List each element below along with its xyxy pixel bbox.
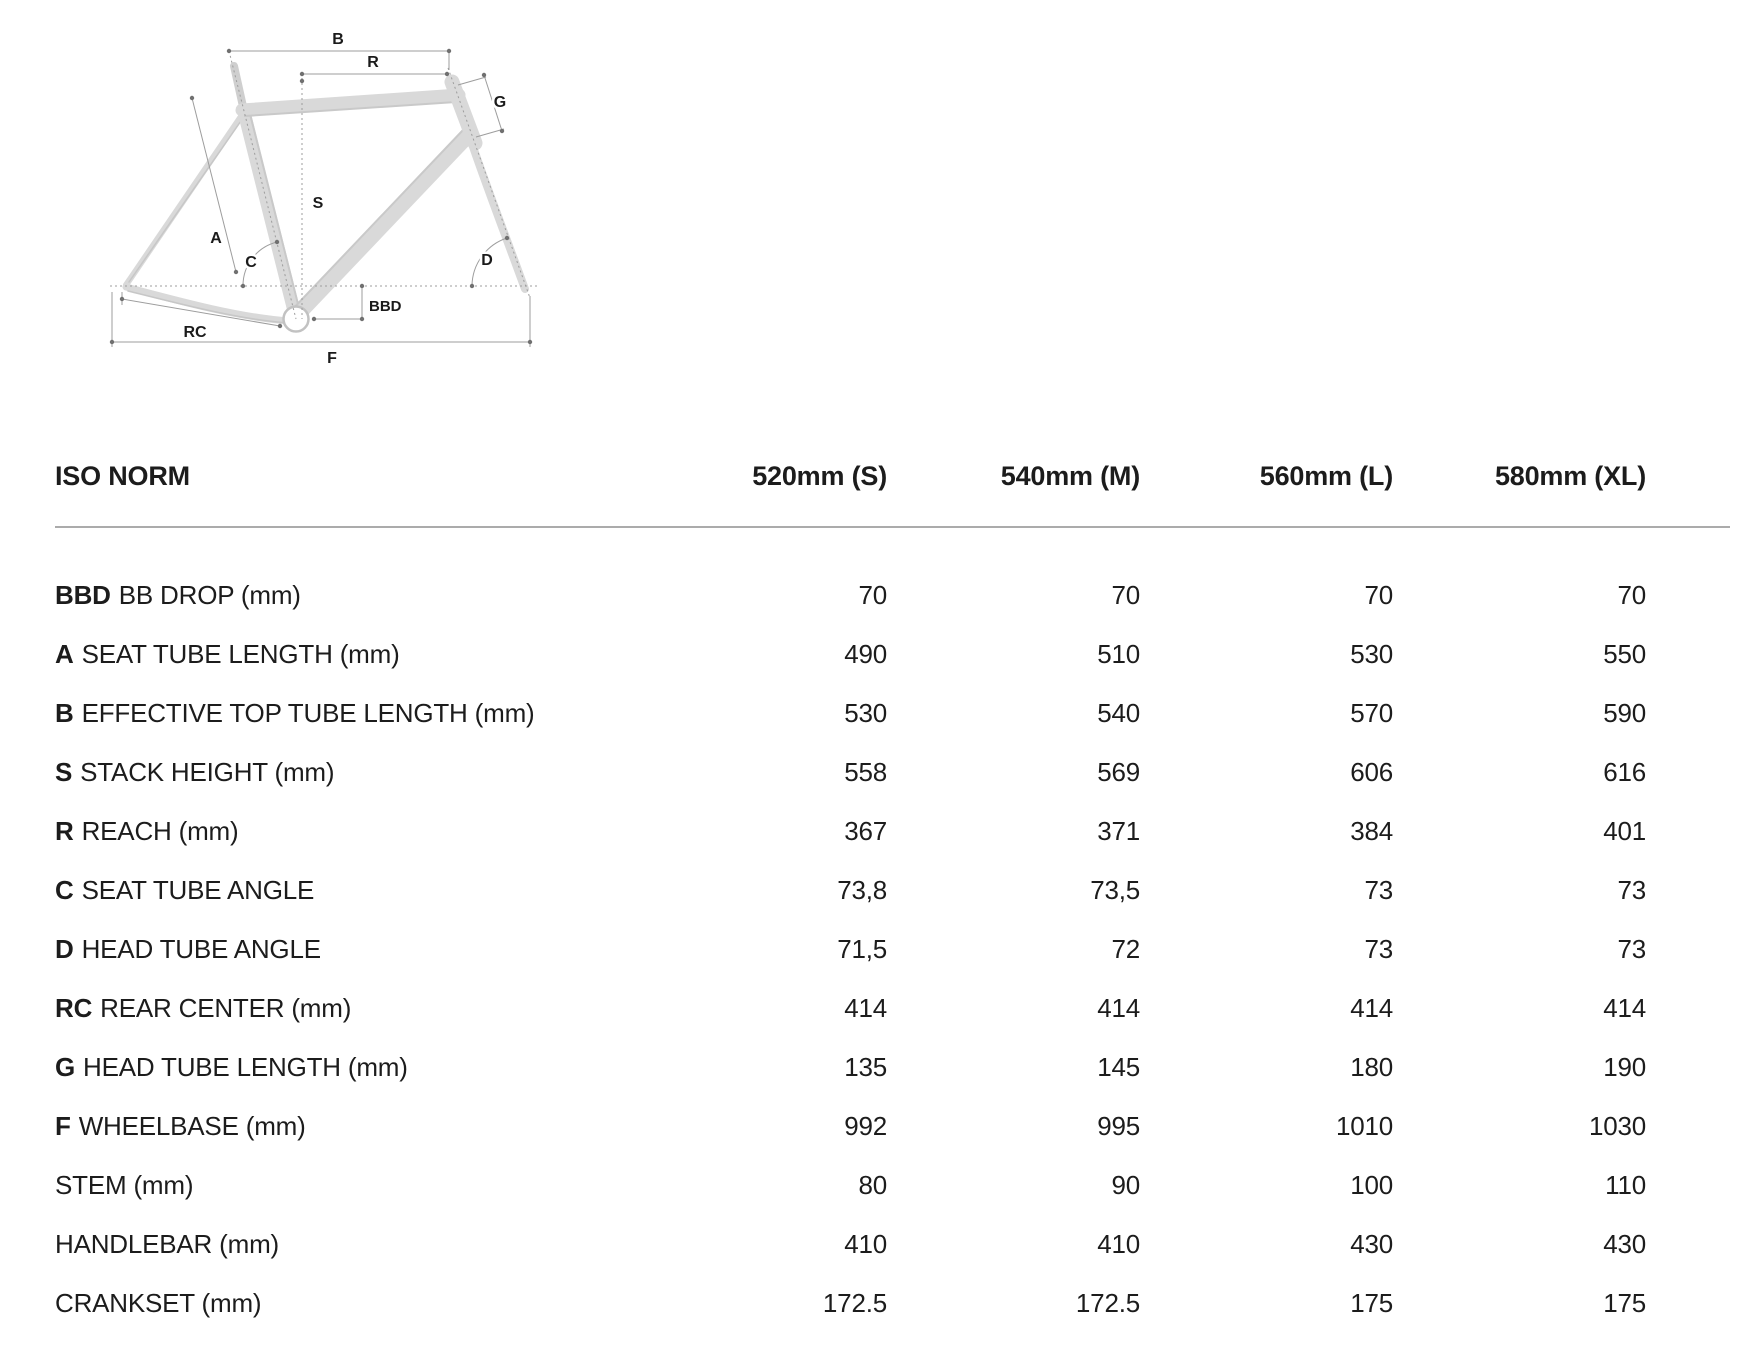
row-label-text: HEAD TUBE ANGLE <box>81 934 321 964</box>
row-label <box>55 875 634 906</box>
dimension-label-d: D <box>481 252 493 269</box>
value-size-xl: 414 <box>1603 993 1646 1023</box>
dimension-label-r: R <box>367 54 379 71</box>
row-label <box>55 1052 634 1083</box>
value-size-l: 100 <box>1350 1170 1393 1200</box>
row-label-prefix: R <box>55 816 74 846</box>
dimension-label-a: A <box>210 230 222 247</box>
value-size-xl: 110 <box>1605 1170 1646 1200</box>
value-size-xl: 175 <box>1603 1288 1646 1318</box>
column-header-size-xl: 580mm (XL) <box>1494 460 1646 491</box>
value-size-m: 70 <box>1111 580 1140 610</box>
value-size-l: 570 <box>1350 698 1393 728</box>
frame-geometry-svg <box>92 6 552 374</box>
frame-silhouette <box>126 66 525 332</box>
value-size-m: 510 <box>1097 639 1140 669</box>
row-label <box>55 993 634 1024</box>
value-size-s: 490 <box>844 639 887 669</box>
dimension-label-rc: RC <box>183 324 207 341</box>
table-row <box>55 1274 1730 1333</box>
table-row <box>55 802 1730 861</box>
row-label <box>55 1170 634 1201</box>
row-label-prefix: BBD <box>55 580 111 610</box>
row-label-prefix: A <box>55 639 74 669</box>
table-row <box>55 1156 1730 1215</box>
row-label-text: HANDLEBAR (mm) <box>55 1229 279 1259</box>
value-size-m: 172.5 <box>1075 1288 1140 1318</box>
value-size-m: 371 <box>1097 816 1140 846</box>
value-size-s: 71,5 <box>837 934 887 964</box>
row-label <box>55 580 634 611</box>
value-size-s: 70 <box>858 580 887 610</box>
value-size-m: 145 <box>1097 1052 1140 1082</box>
value-size-m: 73,5 <box>1090 875 1140 905</box>
column-header-size-s: 520mm (S) <box>752 460 887 491</box>
row-label-text: STACK HEIGHT (mm) <box>80 757 335 787</box>
row-label-prefix: B <box>55 698 74 728</box>
value-size-m: 72 <box>1111 934 1140 964</box>
value-size-xl: 1030 <box>1588 1111 1646 1141</box>
dimension-label-f: F <box>327 350 337 367</box>
row-label-text: STEM (mm) <box>55 1170 194 1200</box>
value-size-s: 410 <box>844 1229 887 1259</box>
row-label-prefix: RC <box>55 993 93 1023</box>
value-size-s: 367 <box>844 816 887 846</box>
row-label <box>55 1111 634 1142</box>
value-size-s: 172.5 <box>822 1288 887 1318</box>
value-size-s: 73,8 <box>837 875 887 905</box>
table-row <box>55 861 1730 920</box>
table-row <box>55 1215 1730 1274</box>
table-row <box>55 566 1730 625</box>
table-row <box>55 920 1730 979</box>
header-divider <box>55 526 1730 528</box>
value-size-l: 73 <box>1364 934 1393 964</box>
value-size-m: 569 <box>1097 757 1140 787</box>
value-size-xl: 70 <box>1617 580 1646 610</box>
column-header-size-m: 540mm (M) <box>1000 460 1140 491</box>
dimension-label-bbd: BBD <box>369 298 402 315</box>
value-size-s: 414 <box>844 993 887 1023</box>
value-size-xl: 73 <box>1617 875 1646 905</box>
row-label-prefix: S <box>55 757 73 787</box>
value-size-l: 430 <box>1350 1229 1393 1259</box>
dimension-label-s: S <box>312 195 324 212</box>
value-size-s: 135 <box>844 1052 887 1082</box>
value-size-m: 540 <box>1097 698 1140 728</box>
row-label <box>55 757 634 788</box>
table-row <box>55 743 1730 802</box>
value-size-l: 530 <box>1350 639 1393 669</box>
row-label-text: CRANKSET (mm) <box>55 1288 262 1318</box>
table-row <box>55 1097 1730 1156</box>
value-size-s: 80 <box>858 1170 887 1200</box>
value-size-xl: 550 <box>1603 639 1646 669</box>
value-size-m: 410 <box>1097 1229 1140 1259</box>
dimension-label-c: C <box>245 254 257 271</box>
value-size-m: 414 <box>1097 993 1140 1023</box>
dimension-label-b: B <box>332 31 344 48</box>
row-label-prefix: F <box>55 1111 71 1141</box>
table-row <box>55 1038 1730 1097</box>
row-label <box>55 1288 634 1319</box>
value-size-xl: 190 <box>1603 1052 1646 1082</box>
row-label-text: HEAD TUBE LENGTH (mm) <box>83 1052 408 1082</box>
value-size-xl: 590 <box>1603 698 1646 728</box>
row-label <box>55 934 634 965</box>
row-label-text: WHEELBASE (mm) <box>78 1111 306 1141</box>
value-size-s: 558 <box>844 757 887 787</box>
row-label-text: EFFECTIVE TOP TUBE LENGTH (mm) <box>81 698 535 728</box>
row-label <box>55 1229 634 1260</box>
row-label-prefix: G <box>55 1052 76 1082</box>
value-size-s: 530 <box>844 698 887 728</box>
value-size-l: 180 <box>1350 1052 1393 1082</box>
frame-geometry-diagram <box>92 6 552 374</box>
row-label <box>55 698 634 729</box>
value-size-xl: 73 <box>1617 934 1646 964</box>
dimension-label-g: G <box>493 94 507 111</box>
value-size-l: 1010 <box>1335 1111 1393 1141</box>
row-label-text: SEAT TUBE ANGLE <box>81 875 315 905</box>
row-label <box>55 816 634 847</box>
value-size-xl: 401 <box>1603 816 1646 846</box>
row-label-prefix: C <box>55 875 74 905</box>
value-size-l: 175 <box>1350 1288 1393 1318</box>
row-label-text: SEAT TUBE LENGTH (mm) <box>81 639 400 669</box>
value-size-m: 995 <box>1097 1111 1140 1141</box>
row-label-text: REACH (mm) <box>81 816 239 846</box>
value-size-s: 992 <box>844 1111 887 1141</box>
row-label-text: REAR CENTER (mm) <box>100 993 352 1023</box>
table-header-title: ISO NORM <box>55 460 190 491</box>
value-size-xl: 430 <box>1603 1229 1646 1259</box>
value-size-l: 414 <box>1350 993 1393 1023</box>
value-size-m: 90 <box>1111 1170 1140 1200</box>
table-row <box>55 625 1730 684</box>
geometry-table <box>55 452 1730 1333</box>
row-label <box>55 639 634 670</box>
table-body <box>55 566 1730 1333</box>
value-size-l: 70 <box>1364 580 1393 610</box>
value-size-l: 73 <box>1364 875 1393 905</box>
value-size-xl: 616 <box>1603 757 1646 787</box>
table-row <box>55 979 1730 1038</box>
column-header-size-l: 560mm (L) <box>1259 460 1393 491</box>
value-size-l: 606 <box>1350 757 1393 787</box>
value-size-l: 384 <box>1350 816 1393 846</box>
row-label-text: BB DROP (mm) <box>118 580 301 610</box>
table-row <box>55 684 1730 743</box>
table-header-row <box>55 452 1730 500</box>
row-label-prefix: D <box>55 934 74 964</box>
